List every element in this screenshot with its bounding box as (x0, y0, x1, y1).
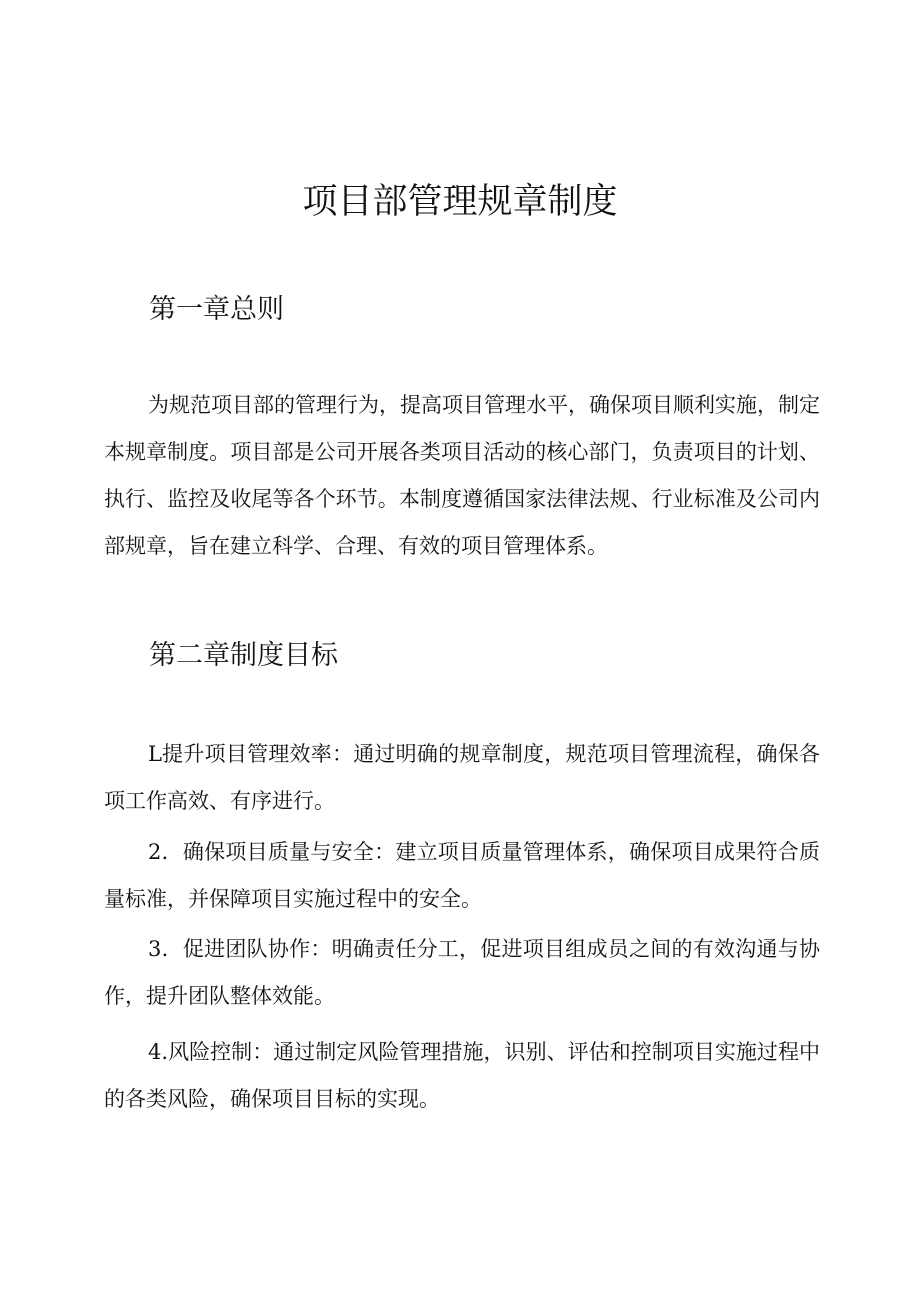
document-title: 项目部管理规章制度 (302, 182, 618, 222)
goal-item-3: 3．促进团队协作：明确责任分工，促进项目组成员之间的有效沟通与协作，提升团队整体效能。 (104, 937, 820, 1008)
chapter-2-heading: 第二章制度目标 (149, 640, 338, 671)
chapter-1-paragraph: 为规范项目部的管理行为，提高项目管理水平，确保项目顺利实施，制定本规章制度。项目部是公司开展各类项目活动的核心部门，负责项目的计划、执行、监控及收尾等各个环节。本制度遵循国家法律法规、行业标准及公司内部规章，旨在建立科学、合理、有效的项目管理体系。 (104, 393, 820, 558)
goal-item-1: L提升项目管理效率：通过明确的规章制度，规范项目管理流程，确保各项工作高效、有序进行。 (104, 742, 820, 813)
chapter-1-heading: 第一章总则 (149, 294, 284, 325)
goal-item-4: 4.风险控制：通过制定风险管理措施，识别、评估和控制项目实施过程中的各类风险，确保项目目标的实现。 (104, 1040, 820, 1111)
goal-item-2: 2．确保项目质量与安全：建立项目质量管理体系，确保项目成果符合质量标准，并保障项目实施过程中的安全。 (104, 840, 820, 911)
